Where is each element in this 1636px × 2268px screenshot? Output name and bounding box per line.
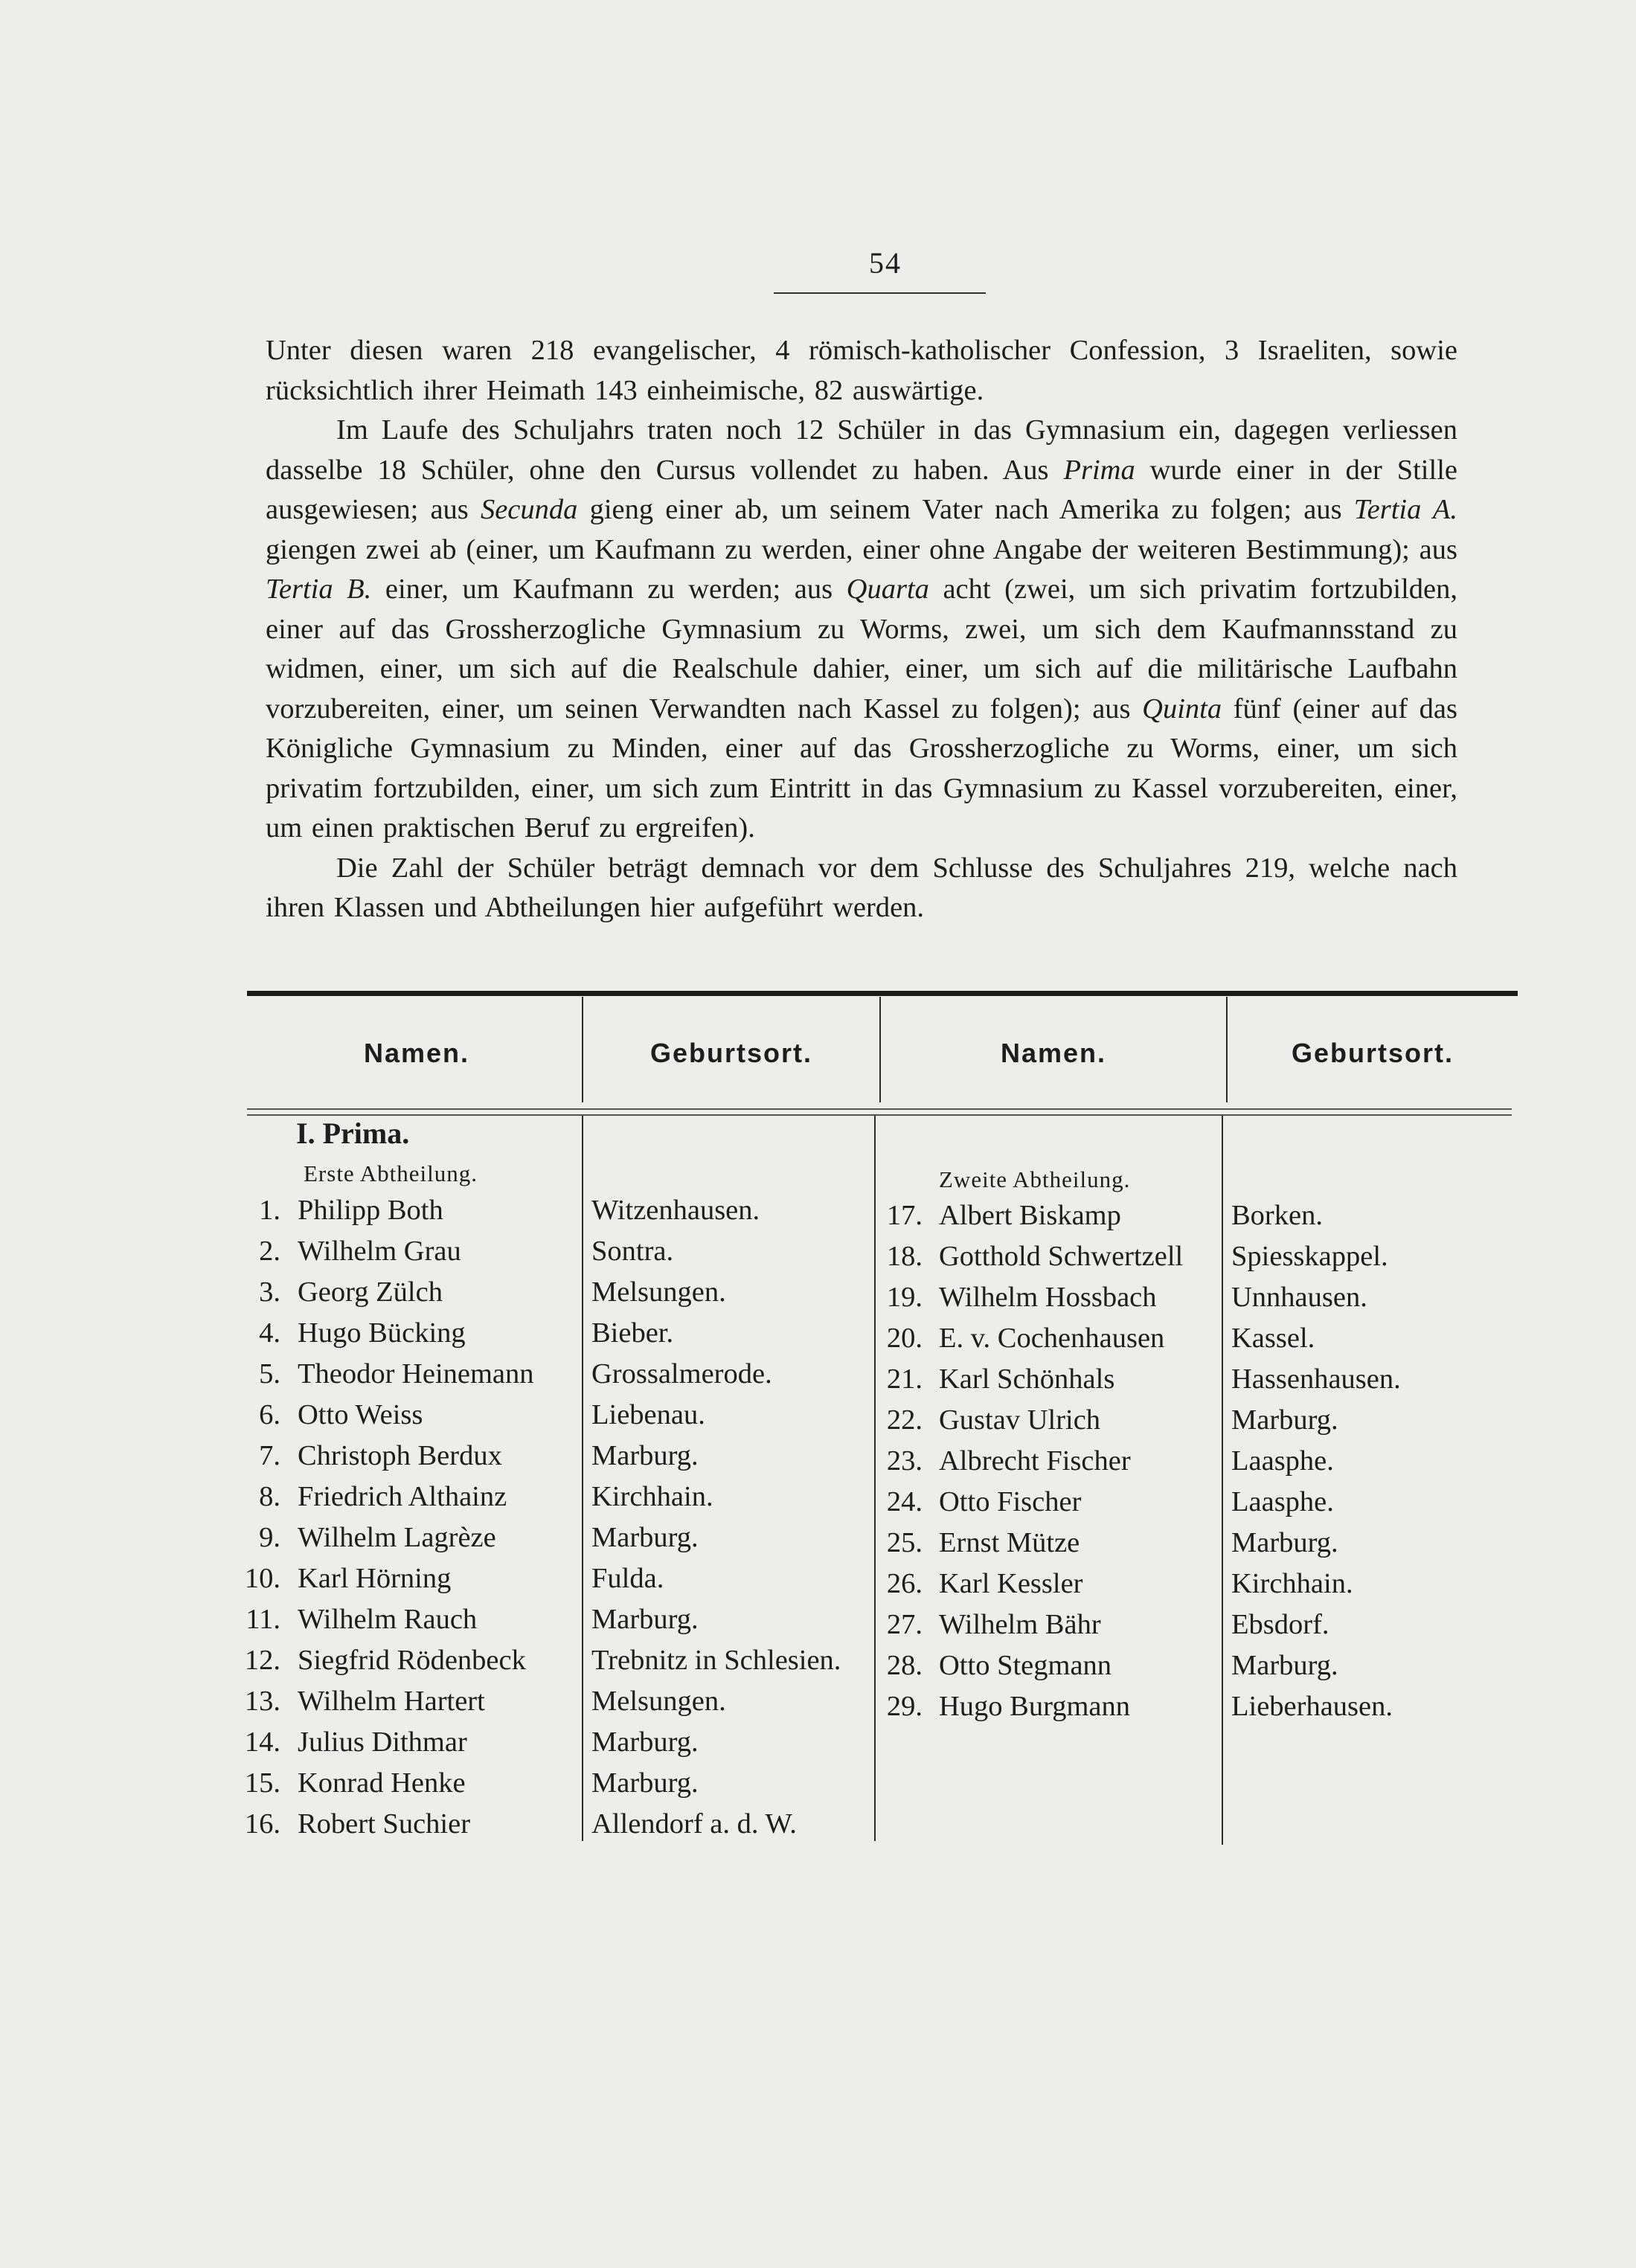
row-number: 2.: [259, 1236, 280, 1267]
page-number-rule: [774, 292, 986, 294]
body-text: [266, 331, 1457, 928]
birthplace: Lieberhausen.: [1231, 1691, 1393, 1722]
student-name: Hugo Bücking: [298, 1317, 466, 1349]
birthplace: Laasphe.: [1231, 1445, 1334, 1477]
paragraph-3: Die Zahl der Schüler beträgt demnach vor dem Schlusse des Schuljahres 219, welche nach ihren Klassen und Abtheilungen hier aufgeführt werden.: [266, 852, 1457, 923]
birthplace: Borken.: [1231, 1200, 1323, 1231]
right-table-row: [0, 1240, 1636, 1281]
student-name: Konrad Henke: [298, 1767, 466, 1799]
p2-secunda: Secunda: [480, 494, 578, 525]
birthplace: Spiesskappel.: [1231, 1241, 1388, 1272]
row-number: 4.: [259, 1317, 280, 1349]
birthplace: Witzenhausen.: [591, 1195, 760, 1226]
header-rule-2: [247, 1114, 1512, 1116]
student-name: Robert Suchier: [298, 1808, 471, 1840]
student-name: Gotthold Schwertzell: [939, 1241, 1184, 1272]
student-name: E. v. Cochenhausen: [939, 1323, 1165, 1354]
birthplace: Marburg.: [591, 1604, 699, 1635]
row-number: 28.: [886, 1650, 923, 1681]
birthplace: Unnhausen.: [1231, 1282, 1367, 1313]
student-name: Christoph Berdux: [298, 1440, 502, 1471]
birthplace: Melsungen.: [591, 1686, 726, 1717]
row-number: 19.: [886, 1282, 923, 1313]
p2-tertia-a: Tertia A.: [1353, 494, 1457, 525]
right-table-row: [0, 1199, 1636, 1240]
birthplace: Kirchhain.: [1231, 1568, 1353, 1599]
right-table-row: [0, 1404, 1636, 1445]
student-name: Karl Schönhals: [939, 1363, 1115, 1395]
paragraph-1: Unter diesen waren 218 evangelischer, 4 römisch-katholischer Confession, 3 Israeliten, sowie rücksichtlich ihrer Heimath 143 einheimische, 82 auswärtige.: [266, 335, 1457, 406]
header-geburtsort-left: Geburtsort.: [649, 1038, 812, 1068]
birthplace: Trebnitz in Schlesien.: [591, 1645, 841, 1676]
section-title: I. Prima.: [296, 1117, 410, 1150]
row-number: 25.: [886, 1527, 923, 1558]
birthplace: Marburg.: [591, 1726, 699, 1758]
row-number: 23.: [886, 1445, 923, 1477]
p2-text-c: gieng einer ab, um seinem Vater nach Amerika zu folgen; aus: [577, 494, 1354, 525]
birthplace: Grossalmerode.: [591, 1358, 772, 1390]
birthplace: Ebsdorf.: [1231, 1609, 1329, 1640]
student-name: Wilhelm Grau: [298, 1236, 461, 1267]
p2-text-a: Im Laufe des Schuljahrs traten noch 12 Schüler in das Gymnasium ein, dagegen verliessen dasselbe 18 Schüler, ohne den Cursus vollendet zu haben. Aus: [266, 414, 1457, 486]
row-number: 8.: [259, 1481, 280, 1512]
row-number: 15.: [244, 1767, 280, 1799]
student-name: Wilhelm Rauch: [298, 1604, 478, 1635]
birthplace: Bieber.: [591, 1317, 674, 1349]
birthplace: Liebenau.: [591, 1399, 705, 1430]
row-number: 29.: [886, 1691, 923, 1722]
student-name: Albrecht Fischer: [939, 1445, 1131, 1477]
student-name: Wilhelm Hartert: [298, 1686, 485, 1717]
right-table-row: [0, 1485, 1636, 1526]
row-number: 13.: [244, 1686, 280, 1717]
right-table-row: [0, 1322, 1636, 1363]
row-number: 22.: [886, 1404, 923, 1436]
header-namen-left: Namen.: [363, 1038, 470, 1068]
student-name: Philipp Both: [298, 1195, 443, 1226]
right-table-row: [0, 1567, 1636, 1608]
row-number: 26.: [886, 1568, 923, 1599]
table-top-rule: [247, 991, 1518, 996]
row-number: 21.: [886, 1363, 923, 1395]
row-number: 7.: [259, 1440, 280, 1471]
right-table-row: [0, 1526, 1636, 1567]
row-number: 10.: [244, 1563, 280, 1594]
row-number: 16.: [244, 1808, 280, 1840]
header-geburtsort-right: Geburtsort.: [1291, 1038, 1454, 1068]
header-rule-1: [247, 1108, 1512, 1110]
birthplace: Fulda.: [591, 1563, 664, 1594]
birthplace: Kirchhain.: [591, 1481, 713, 1512]
row-number: 6.: [259, 1399, 280, 1430]
p2-text-b: wurde einer in der Stille ausgewiesen; aus: [266, 454, 1457, 525]
row-number: 27.: [886, 1609, 923, 1640]
student-name: Karl Hörning: [298, 1563, 452, 1594]
row-number: 14.: [244, 1726, 280, 1758]
right-table-row: [0, 1608, 1636, 1649]
student-name: Gustav Ulrich: [939, 1404, 1101, 1436]
student-name: Otto Stegmann: [939, 1650, 1112, 1681]
paragraph-2: [266, 411, 1457, 849]
right-table-row: [0, 1281, 1636, 1322]
birthplace: Marburg.: [591, 1767, 699, 1799]
birthplace: Melsungen.: [591, 1276, 726, 1308]
row-number: 3.: [259, 1276, 280, 1308]
birthplace: Allendorf a. d. W.: [591, 1808, 797, 1840]
birthplace: Kassel.: [1231, 1323, 1315, 1354]
birthplace: Marburg.: [1231, 1404, 1338, 1436]
p2-prima: Prima: [1063, 454, 1135, 486]
p2-tertia-b: Tertia B.: [266, 574, 372, 605]
student-name: Theodor Heinemann: [298, 1358, 534, 1390]
student-name: Julius Dithmar: [298, 1726, 467, 1758]
student-name: Wilhelm Lagrèze: [298, 1522, 496, 1553]
student-name: Wilhelm Hossbach: [939, 1282, 1157, 1313]
left-table-row: [0, 1767, 1636, 1808]
birthplace: Marburg.: [591, 1440, 699, 1471]
row-number: 5.: [259, 1358, 280, 1390]
row-number: 1.: [259, 1195, 280, 1226]
birthplace: Hassenhausen.: [1231, 1363, 1401, 1395]
p2-text-d: giengen zwei ab (einer, um Kaufmann zu werden, einer ohne Angabe der weiteren Bestimmung); aus: [266, 533, 1457, 565]
header-namen-right: Namen.: [1000, 1038, 1107, 1068]
p2-text-f: acht (zwei, um sich privatim fortzubilden, einer auf das Grossherzogliche Gymnasium zu Worms, zwei, um sich dem Kaufmannsstand zu widmen, einer, um sich auf die Realschule dahier, einer, um sich auf die militärische Laufbahn vorzubereiten, einer, um seinen Verwandten nach Kassel zu folgen); aus: [266, 574, 1458, 725]
student-name: Otto Fischer: [939, 1486, 1082, 1517]
student-name: Wilhelm Bähr: [939, 1609, 1101, 1640]
row-number: 24.: [886, 1486, 923, 1517]
left-table-row: [0, 1726, 1636, 1767]
birthplace: Marburg.: [591, 1522, 699, 1553]
p2-text-g: fünf (einer auf das Königliche Gymnasium zu Minden, einer auf das Grossherzogliche zu Worms, einer, um sich privatim fortzubilden, einer, um sich zum Eintritt in das Gymnasium zu Kassel vorzubereiten, einer, um einen praktischen Beruf zu ergreifen).: [266, 693, 1457, 844]
row-number: 20.: [886, 1323, 923, 1354]
student-name: Karl Kessler: [939, 1568, 1083, 1599]
student-name: Albert Biskamp: [939, 1200, 1121, 1231]
row-number: 11.: [246, 1604, 280, 1635]
page-number: 54: [869, 246, 902, 280]
row-number: 9.: [259, 1522, 280, 1553]
left-subtitle: Erste Abtheilung.: [304, 1160, 478, 1186]
row-number: 12.: [244, 1645, 280, 1676]
birthplace: Laasphe.: [1231, 1486, 1334, 1517]
birthplace: Sontra.: [591, 1236, 674, 1267]
birthplace: Marburg.: [1231, 1527, 1338, 1558]
right-table-row: [0, 1445, 1636, 1485]
student-name: Georg Zülch: [298, 1276, 443, 1308]
student-name: Ernst Mütze: [939, 1527, 1080, 1558]
p2-quarta: Quarta: [846, 574, 929, 605]
row-number: 17.: [886, 1200, 923, 1231]
right-subtitle: Zweite Abtheilung.: [939, 1166, 1131, 1192]
right-table-row: [0, 1649, 1636, 1690]
birthplace: Marburg.: [1231, 1650, 1338, 1681]
student-name: Hugo Burgmann: [939, 1691, 1131, 1722]
p2-text-e: einer, um Kaufmann zu werden; aus: [371, 574, 847, 605]
left-table-row: [0, 1808, 1636, 1848]
student-name: Friedrich Althainz: [298, 1481, 507, 1512]
student-name: Siegfrid Rödenbeck: [298, 1645, 526, 1676]
right-table-row: [0, 1363, 1636, 1404]
p2-quinta: Quinta: [1142, 693, 1222, 725]
row-number: 18.: [886, 1241, 923, 1272]
student-name: Otto Weiss: [298, 1399, 423, 1430]
right-table-row: [0, 1690, 1636, 1731]
